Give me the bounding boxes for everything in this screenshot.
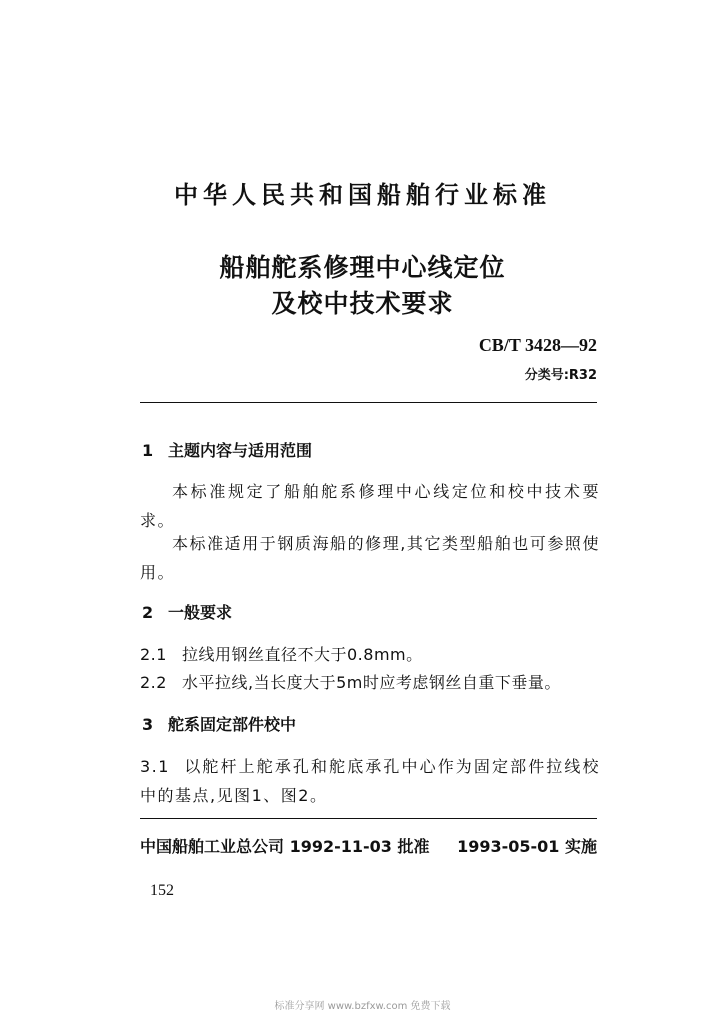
section-number: 3 [142, 715, 154, 734]
standard-category-heading: 中华人民共和国船舶行业标准 [174, 181, 551, 209]
effective-date: 1993-05-01 实施 [457, 837, 597, 856]
page-number: 152 [150, 882, 174, 899]
clause-2-1 [140, 642, 423, 665]
section-1-paragraph-1: 本标准规定了船舶舵系修理中心线定位和校中技术要求。 [140, 482, 600, 530]
watermark: 标准分享网 www.bzfxw.com 免费下载 [274, 1001, 451, 1012]
clause-text: 以舵杆上舵承孔和舵底承孔中心作为固定部件拉线校中的基点,见图1、图2。 [140, 757, 600, 805]
footer-divider [140, 818, 597, 819]
clause-number: 2.2 [140, 673, 167, 692]
clause-number: 3.1 [140, 757, 170, 776]
section-1-paragraph-2: 本标准适用于钢质海船的修理,其它类型船舶也可参照使用。 [140, 534, 600, 582]
section-1-heading [142, 438, 312, 461]
classification-number: 分类号:R32 [524, 368, 597, 383]
section-number: 2 [142, 603, 154, 622]
clause-number: 2.1 [140, 645, 167, 664]
header-divider [140, 402, 597, 403]
clause-text: 水平拉线,当长度大于5m时应考虑钢丝自重下垂量。 [182, 673, 561, 692]
section-number: 1 [142, 441, 154, 460]
section-title: 一般要求 [168, 603, 233, 622]
clause-3-1 [140, 752, 600, 810]
document-title-line-2: 及校中技术要求 [271, 289, 454, 318]
clause-2-2 [140, 670, 561, 693]
standard-code: CB/T 3428—92 [478, 335, 597, 355]
section-title: 舵系固定部件校中 [168, 715, 297, 734]
clause-text: 拉线用钢丝直径不大于0.8mm。 [182, 645, 423, 664]
document-title-line-1: 船舶舵系修理中心线定位 [219, 253, 506, 282]
section-2-heading [142, 600, 232, 623]
section-3-heading [142, 712, 296, 735]
section-title: 主题内容与适用范围 [168, 441, 313, 460]
approval-info: 中国船舶工业总公司 1992-11-03 批准 [140, 837, 430, 856]
